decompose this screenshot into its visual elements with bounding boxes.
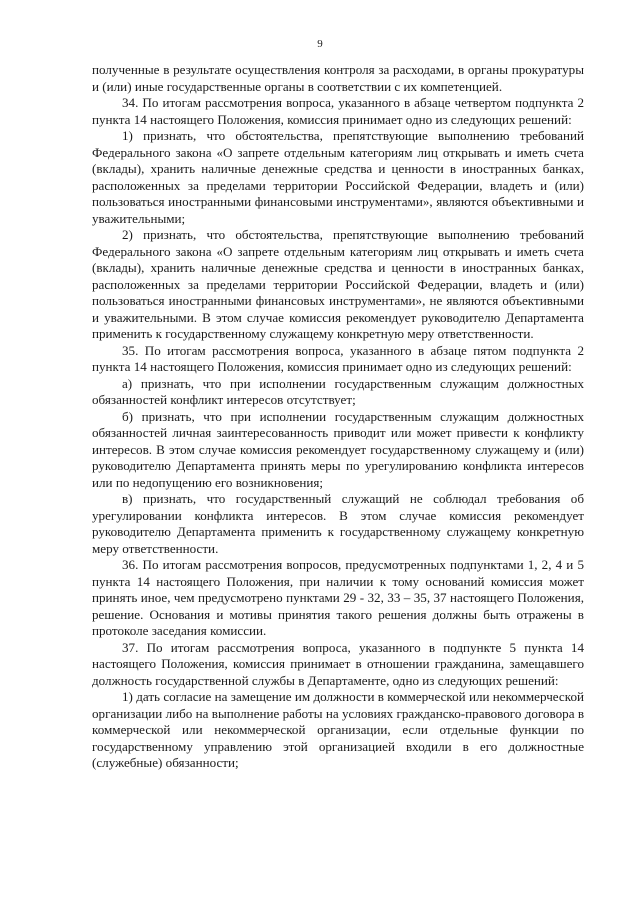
page-number: 9 [317, 38, 323, 50]
paragraph-34: 34. По итогам рассмотрения вопроса, указанного в абзаце четвертом подпункта 2 пункта 14 настоящего Положения, комиссия принимает одно из следующих решений: [92, 95, 584, 127]
paragraph-36: 36. По итогам рассмотрения вопросов, предусмотренных подпунктами 1, 2, 4 и 5 пункта 14 настоящего Положения, при наличии к тому оснований комиссия может принять иное, чем предусмотрено пунктами 29 - 32, 33 – 35, 37 настоящего Положения, решение. Основания и мотивы принятия такого решения должны быть отражены в протоколе заседания комиссии. [92, 557, 584, 638]
document-body [92, 62, 584, 772]
paragraph-34-item-2: 2) признать, что обстоятельства, препятствующие выполнению требований Федерального закона «О запрете отдельным категориям лиц открывать и иметь счета (вклады), хранить наличные денежные средства и ценности в иностранных банках, расположенных за пределами территории Российской Федерации, владеть и (или) пользоваться иностранными финансовых инструментами», не являются объективными и уважительными. В этом случае комиссия рекомендует руководителю Департамента применить к государственному служащему конкретную меру ответственности. [92, 227, 584, 341]
paragraph-37: 37. По итогам рассмотрения вопроса, указанного в подпункте 5 пункта 14 настоящего Положения, комиссия принимает в отношении гражданина, замещавшего должность государственной службы в Департаменте, одно из следующих решений: [92, 639, 584, 688]
paragraph-35-item-b: б) признать, что при исполнении государственным служащим должностных обязанностей личная заинтересованность приводит или может привести к конфликту интересов. В этом случае комиссия рекомендует государственному служащему и (или) руководителю Департамента принять меры по урегулированию конфликта интересов или по недопущению его возникновения; [92, 408, 584, 490]
paragraph-35-item-v: в) признать, что государственный служащий не соблюдал требования об урегулировании конфликта интересов. В этом случае комиссия рекомендует руководителю Департамента применить к государственному служащему конкретную меру ответственности. [92, 491, 584, 556]
paragraph-continuation: полученные в результате осуществления контроля за расходами, в органы прокуратуры и (или) иные государственные органы в соответствии с их компетенцией. [92, 62, 584, 94]
paragraph-35-item-a: а) признать, что при исполнении государственным служащим должностных обязанностей конфликт интересов отсутствует; [92, 375, 584, 407]
paragraph-37-item-1: 1) дать согласие на замещение им должности в коммерческой или некоммерческой организации либо на выполнение работы на условиях гражданско-правового договора в коммерческой или некоммерческой организации, если отдельные функции по государственному управлению этой организацией входили в его должностные (служебные) обязанности; [92, 689, 584, 770]
paragraph-34-item-1: 1) признать, что обстоятельства, препятствующие выполнению требований Федерального закона «О запрете отдельным категориям лиц открывать и иметь счета (вклады), хранить наличные денежные средства и ценности в иностранных банках, расположенных за пределами территории Российской Федерации, владеть и (или) пользоваться иностранными финансовыми инструментами», являются объективными и уважительными; [92, 128, 584, 226]
paragraph-35: 35. По итогам рассмотрения вопроса, указанного в абзаце пятом подпункта 2 пункта 14 настоящего Положения, комиссия принимает одно из следующих решений: [92, 342, 584, 374]
